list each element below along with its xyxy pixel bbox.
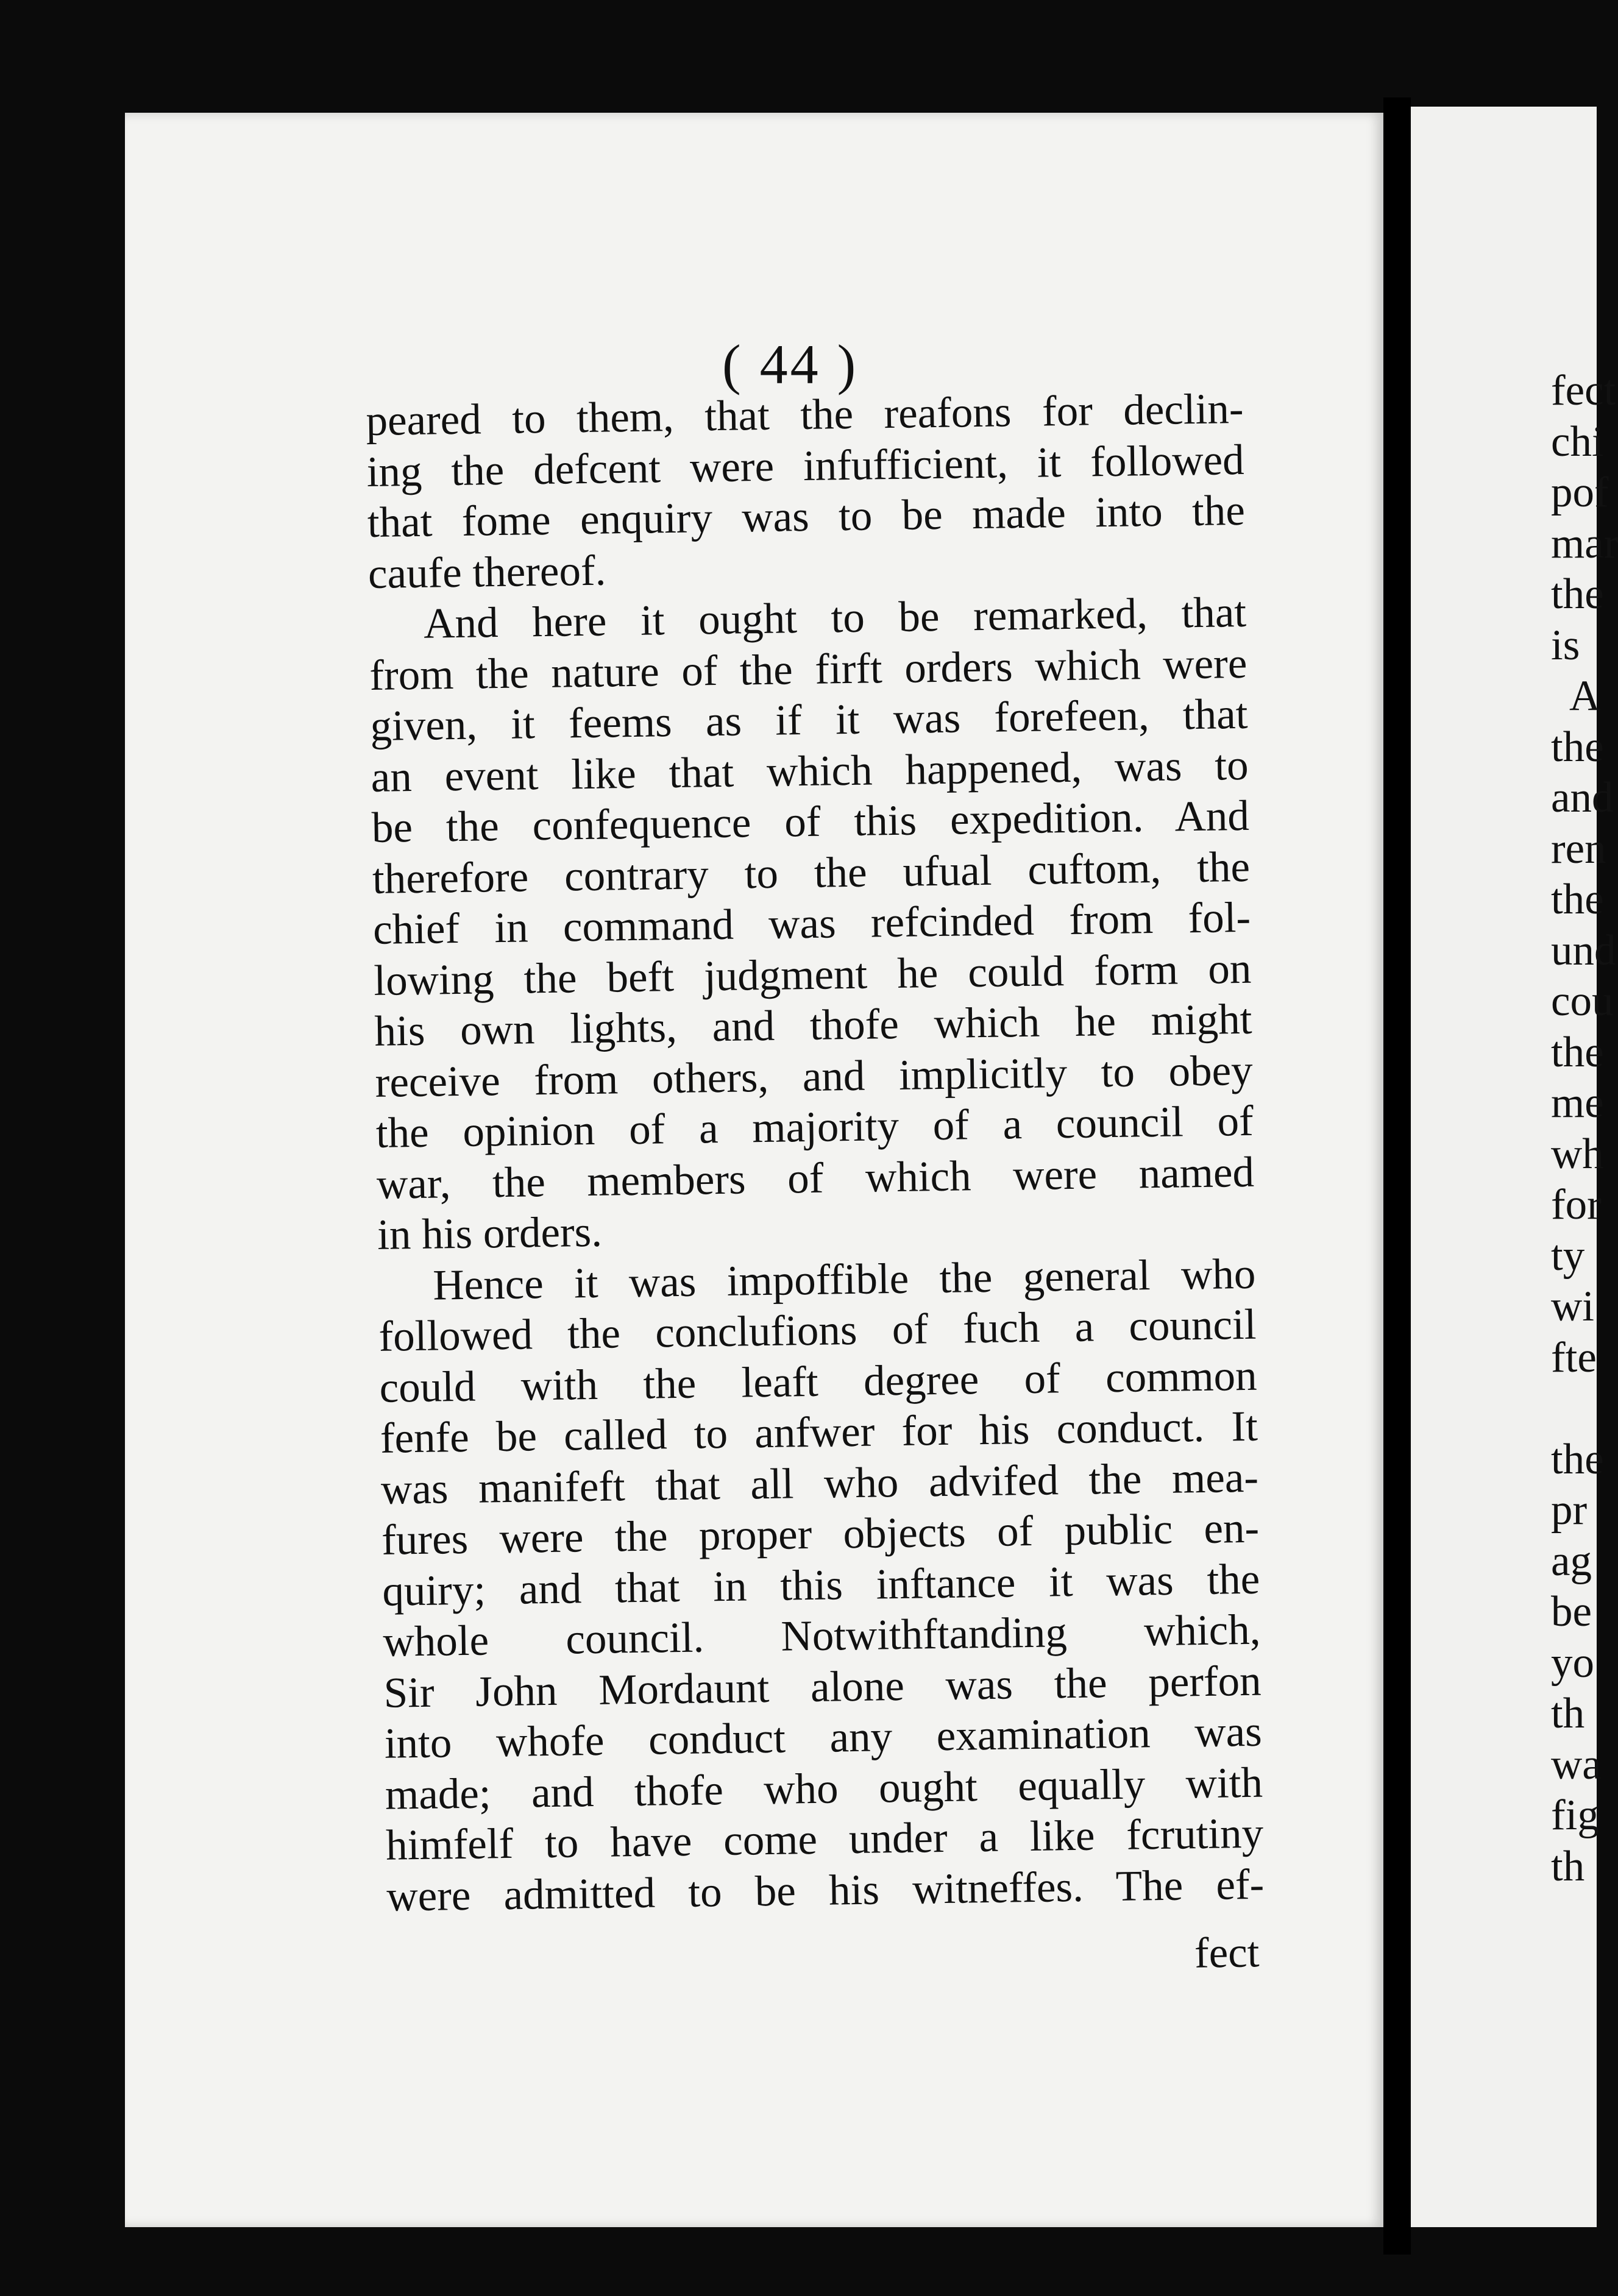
text-line: fenfe be called to anfwer for his conduct. It	[380, 1402, 1258, 1462]
fragment: yo	[1551, 1639, 1594, 1687]
text-line: was manifeft that all who advifed the mea-	[380, 1453, 1259, 1514]
text-line: chief in command was refcinded from fol-	[372, 893, 1251, 954]
text-line: made; and thofe who ought equally with	[385, 1759, 1263, 1819]
text-line: therefore contrary to the ufual cuftom, the	[372, 843, 1251, 903]
text-line: be the confequence of this expedition. And	[371, 792, 1250, 852]
next-page-text-fragments	[1551, 366, 1618, 1892]
text-line: peared to them, that the reafons for declin-	[366, 384, 1244, 445]
fragment: wa	[1551, 1740, 1602, 1788]
text-line: were admitted to be his witneffes. The ef-	[386, 1860, 1265, 1921]
fragment: th	[1551, 1842, 1585, 1890]
fragment: wi	[1551, 1283, 1594, 1330]
text-line: could with the leaft degree of common	[379, 1352, 1258, 1412]
fragment: me	[1551, 1079, 1604, 1127]
text-line: the opinion of a majority of a council of	[375, 1097, 1254, 1157]
page-body-text	[366, 384, 1265, 1922]
text-line: quiry; and that in this inftance it was the	[381, 1555, 1260, 1615]
text-line: fures were the proper objects of public en-	[381, 1504, 1260, 1564]
text-line: into whofe conduct any examination was	[384, 1707, 1263, 1768]
fragment: the	[1551, 1435, 1604, 1483]
page-number: ( 44 )	[722, 333, 859, 395]
fragment: pr	[1551, 1486, 1588, 1534]
fragment: A	[1569, 672, 1601, 720]
text-line: his own lights, and thofe which he might	[374, 995, 1252, 1055]
book-gutter	[1383, 97, 1411, 2255]
text-line: war, the members of which were named	[376, 1148, 1255, 1208]
fragment: ag	[1551, 1537, 1592, 1585]
text-line: in his orders.	[377, 1208, 603, 1259]
fragment: cou	[1551, 977, 1614, 1025]
fragment: pof	[1551, 469, 1609, 516]
fragment: ren	[1551, 824, 1606, 873]
fragment: fect	[1551, 367, 1616, 414]
text-line: followed the conclufions of fuch a council	[378, 1300, 1257, 1361]
fragment: the	[1551, 570, 1604, 618]
fragment: wh	[1551, 1130, 1604, 1178]
fragment: be	[1551, 1588, 1592, 1635]
text-line: Hence it was impoffible the general who	[432, 1250, 1256, 1309]
text-line: Sir John Mordaunt alone was the perfon	[383, 1657, 1262, 1717]
fragment: th	[1551, 1690, 1585, 1737]
fragment: und	[1551, 926, 1616, 974]
fragment: the	[1551, 876, 1604, 923]
fragment: is	[1551, 621, 1580, 669]
fragment: and	[1551, 774, 1614, 821]
fragment: the	[1551, 1028, 1604, 1076]
text-line: ing the defcent were infufficient, it followed	[366, 436, 1245, 496]
fragment: mar	[1551, 519, 1618, 567]
text-line: caufe thereof.	[367, 547, 606, 598]
fragment: for	[1551, 1181, 1602, 1228]
text-line: whole council. Notwithftanding which,	[383, 1606, 1261, 1666]
spacer	[1551, 1383, 1618, 1434]
fragment: fig	[1551, 1791, 1599, 1839]
fragment: the	[1551, 723, 1604, 771]
text-line: that fome enquiry was to be made into the	[367, 486, 1246, 547]
fragment: chi	[1551, 417, 1604, 466]
text-line: from the nature of the firft orders which were	[369, 639, 1247, 700]
catchword: fect	[1194, 1929, 1260, 1977]
text-line: receive from others, and implicitly to obey	[375, 1046, 1254, 1107]
text-line: And here it ought to be remarked, that	[423, 588, 1247, 648]
text-line: himfelf to have come under a like fcrutiny	[385, 1809, 1264, 1869]
fragment: ty	[1551, 1231, 1585, 1280]
text-line: an event like that which happened, was to	[371, 741, 1249, 801]
fragment: fte	[1551, 1333, 1597, 1381]
text-line: given, it feems as if it was forefeen, that	[370, 690, 1248, 750]
text-line: lowing the beft judgment he could form on	[373, 944, 1252, 1005]
